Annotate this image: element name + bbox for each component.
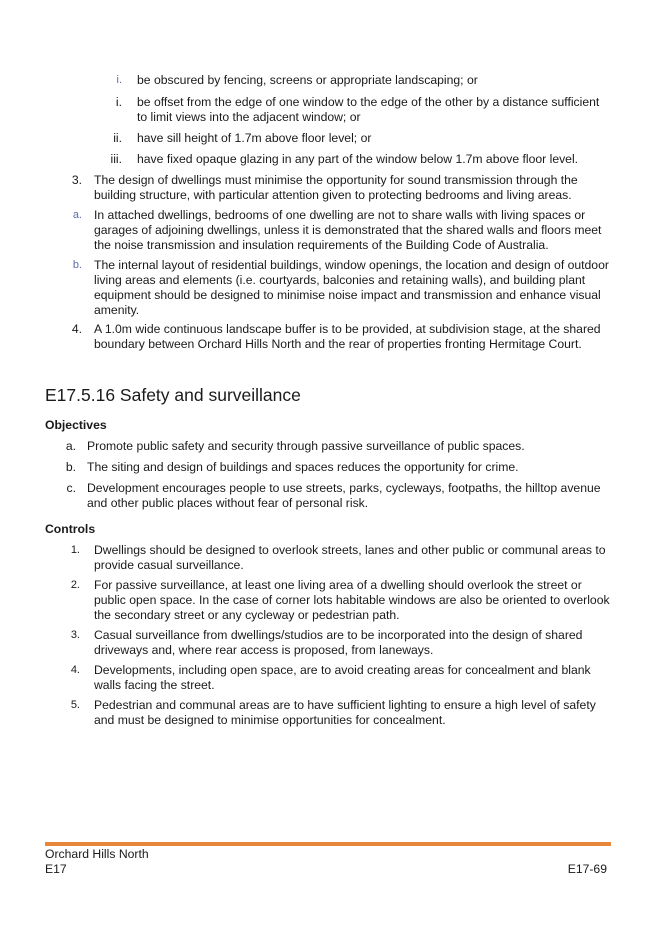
list-marker: 1. (70, 544, 80, 556)
list-text: be obscured by fencing, screens or appropriate landscaping; or (137, 73, 478, 87)
list-marker: 3. (71, 173, 82, 187)
list-text: Development encourages people to use streets, parks, cycleways, footpaths, the hilltop avenue and other public places without fear of personal risk. (87, 481, 601, 510)
list-text: Promote public safety and security through passive surveillance of public spaces. (87, 439, 525, 453)
list-marker: 4. (71, 322, 82, 336)
list-text: Casual surveillance from dwellings/studios are to be incorporated into the design of shared driveways and, where rear access is proposed, from laneways. (94, 628, 583, 657)
list-text: have fixed opaque glazing in any part of the window below 1.7m above floor level. (137, 152, 579, 166)
list-text: have sill height of 1.7m above floor level; or (137, 131, 372, 145)
list-text: The siting and design of buildings and spaces reduces the opportunity for crime. (87, 460, 519, 474)
objectives-label: Objectives (45, 418, 107, 432)
list-text: Developments, including open space, are to avoid creating areas for concealment and blank walls facing the street. (94, 663, 591, 692)
list-marker: a. (72, 209, 82, 221)
list-text: For passive surveillance, at least one living area of a dwelling should overlook the street or public open space. In the case of corner lots habitable windows are also be oriented to overlook the secondary street or any cycleway or pedestrian path. (94, 578, 610, 622)
list-text: In attached dwellings, bedrooms of one dwelling are not to share walls with living spaces or garages of adjoining dwellings, unless it is demonstrated that the shared walls and floors meet the noise transmission and insulation requirements of the Building Code of Australia. (94, 208, 602, 252)
footer-code: E17 (45, 862, 67, 876)
list-marker: i. (115, 95, 122, 109)
list-text: Dwellings should be designed to overlook streets, lanes and other public or communal areas to provide casual surveillance. (94, 543, 606, 572)
section-heading: E17.5.16 Safety and surveillance (45, 385, 301, 405)
list-marker: b. (65, 460, 76, 474)
list-marker: b. (72, 259, 82, 271)
list-marker: iii. (110, 152, 122, 166)
footer-rule (45, 842, 611, 846)
list-marker: c. (66, 481, 76, 495)
list-marker: 5. (70, 699, 80, 711)
list-marker: 2. (70, 579, 80, 591)
list-marker: 4. (70, 664, 80, 676)
list-marker: 3. (70, 629, 80, 641)
list-text: The internal layout of residential buildings, window openings, the location and design of outdoor living areas and elements (i.e. courtyards, balconies and retaining walls), and building plant equipment should be designed to minimise noise impact and transmission and enhance visual amenity. (94, 258, 609, 317)
list-marker: i. (116, 74, 122, 86)
list-text: A 1.0m wide continuous landscape buffer is to be provided, at subdivision stage, at the shared boundary between Orchard Hills North and the rear of properties fronting Hermitage Court. (94, 322, 601, 351)
list-text: The design of dwellings must minimise the opportunity for sound transmission through the building structure, with particular attention given to protecting bedrooms and living areas. (94, 173, 578, 202)
footer-title: Orchard Hills North (45, 847, 149, 861)
list-text: be offset from the edge of one window to the edge of the other by a distance sufficient to limit views into the adjacent window; or (137, 95, 600, 124)
list-marker: ii. (113, 131, 122, 145)
controls-label: Controls (45, 522, 96, 536)
page-number: E17-69 (567, 862, 607, 876)
list-marker: a. (65, 439, 76, 453)
list-text: Pedestrian and communal areas are to have sufficient lighting to ensure a high level of safety and must be designed to minimise opportunities for concealment. (94, 698, 596, 727)
